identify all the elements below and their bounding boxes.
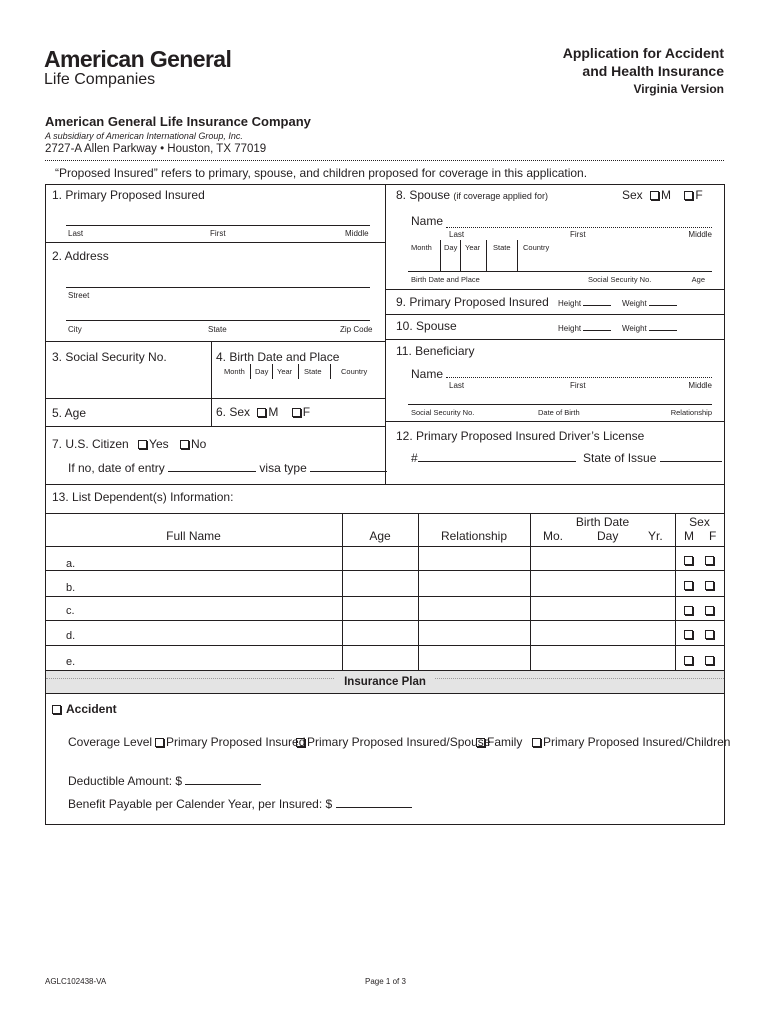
dep-d-f-checkbox[interactable] <box>705 630 714 639</box>
birth-year-sublabel: Year <box>277 367 293 376</box>
frame-right <box>724 184 725 824</box>
dep-e-m-checkbox[interactable] <box>684 656 693 665</box>
q9-height <box>558 298 611 308</box>
birth-day-sublabel: Day <box>255 367 269 376</box>
dependent-a-sex <box>684 551 716 569</box>
row-divider <box>45 620 724 621</box>
q10-weight <box>622 323 677 333</box>
dependent-c-sex <box>684 601 716 619</box>
beneficiary-details-field[interactable] <box>408 404 712 405</box>
row-divider <box>385 314 724 315</box>
q10-height <box>558 323 611 333</box>
family-checkbox[interactable] <box>476 738 485 747</box>
q10-weight-field[interactable] <box>649 323 677 331</box>
row-divider <box>45 645 724 646</box>
q9-weight-label: Weight <box>622 299 647 308</box>
insurance-plan-title: Insurance Plan <box>335 672 435 692</box>
col-divider <box>342 513 343 670</box>
row-divider <box>45 513 724 514</box>
ben-first-sublabel: First <box>570 381 586 390</box>
proposed-insured-note: “Proposed Insured” refers to primary, spouse, and children proposed for coverage in this application. <box>55 166 588 180</box>
company-address: 2727-A Allen Parkway • Houston, TX 77019 <box>45 143 267 155</box>
children-checkbox[interactable] <box>532 738 541 747</box>
sex-m-checkbox[interactable] <box>257 408 266 417</box>
spouse-checkbox[interactable] <box>296 738 305 747</box>
ben-ssn-sublabel: Social Security No. <box>411 408 475 417</box>
dep-a-m-checkbox[interactable] <box>684 556 693 565</box>
q2-label: 2. Address <box>52 249 109 263</box>
q9-height-label: Height <box>558 299 582 308</box>
row-divider <box>45 596 724 597</box>
dependent-b-sex <box>684 576 716 594</box>
spouse-birth-month: Month <box>411 243 432 252</box>
sex-f-checkbox[interactable] <box>292 408 301 417</box>
license-number-field[interactable] <box>418 452 576 462</box>
beneficiary-name-field[interactable] <box>446 377 712 378</box>
frame-bottom <box>45 824 725 825</box>
birth-country-sublabel: Country <box>341 367 368 376</box>
middle-sublabel: Middle <box>345 229 369 238</box>
visa-type-field[interactable] <box>310 462 387 472</box>
cell-divider <box>486 240 487 272</box>
dep-a-f-checkbox[interactable] <box>705 556 714 565</box>
col-sex-m: M <box>684 529 694 543</box>
citizen-yes-label: Yes <box>149 437 169 451</box>
q10-height-label: Height <box>558 324 582 333</box>
col-day: Day <box>597 529 619 543</box>
opt-family-label: Family <box>487 735 523 749</box>
row-divider <box>45 398 385 399</box>
birth-month-sublabel: Month <box>224 367 245 376</box>
q3-label: 3. Social Security No. <box>52 350 167 364</box>
spouse-sex-f-label: F <box>695 188 703 202</box>
deductible-field[interactable] <box>185 775 261 785</box>
page-number: Page 1 of 3 <box>365 977 406 986</box>
accident-checkbox[interactable] <box>52 705 61 714</box>
col-full-name: Full Name <box>166 529 221 543</box>
row-divider <box>45 546 724 547</box>
q7-text: 7. U.S. Citizen <box>52 437 129 451</box>
entry-date-row <box>68 461 387 475</box>
cell-divider <box>250 364 251 379</box>
zip-sublabel: Zip Code <box>340 325 373 334</box>
spouse-age-sublabel: Age <box>691 275 705 284</box>
visa-type-label: visa type <box>259 461 307 475</box>
cell-divider <box>211 341 212 398</box>
col-age: Age <box>369 529 391 543</box>
q8-text: 8. Spouse <box>396 188 451 202</box>
dep-d-m-checkbox[interactable] <box>684 630 693 639</box>
q7-label <box>52 437 206 451</box>
frame-top-dotted <box>45 160 724 161</box>
beneficiary-name-label: Name <box>411 367 444 381</box>
column-divider <box>385 184 386 484</box>
dep-e-f-checkbox[interactable] <box>705 656 714 665</box>
last-sublabel: Last <box>68 229 84 238</box>
cell-divider <box>460 240 461 272</box>
spouse-name-label: Name <box>411 214 444 228</box>
q10-height-field[interactable] <box>583 323 611 331</box>
table-row: e. <box>66 656 76 668</box>
dep-c-m-checkbox[interactable] <box>684 606 693 615</box>
citizen-no-checkbox[interactable] <box>180 440 189 449</box>
q8-note: (if coverage applied for) <box>453 191 548 201</box>
q13-label: 13. List Dependent(s) Information: <box>52 490 234 504</box>
q10-label: 10. Spouse <box>396 319 457 333</box>
birth-state-sublabel: State <box>304 367 322 376</box>
dependent-e-sex <box>684 651 716 669</box>
table-row: a. <box>66 558 76 570</box>
q9-height-field[interactable] <box>583 298 611 306</box>
ben-middle-sublabel: Middle <box>688 381 712 390</box>
spouse-sex-m-checkbox[interactable] <box>650 191 659 200</box>
opt-primary-label: Primary Proposed Insured <box>166 735 306 749</box>
coverage-opt-children <box>532 735 730 749</box>
spouse-sex-label: Sex <box>622 188 643 202</box>
opt-children-label: Primary Proposed Insured/Children <box>543 735 731 749</box>
row-divider <box>385 421 724 422</box>
q9-weight <box>622 298 677 308</box>
entry-date-label: If no, date of entry <box>68 461 165 475</box>
spouse-last-sublabel: Last <box>449 230 465 239</box>
license-hash: # <box>411 451 418 465</box>
citizen-no-label: No <box>190 437 207 451</box>
coverage-opt-family <box>476 735 522 749</box>
spouse-birth-day: Day <box>444 243 458 252</box>
sex-f-label: F <box>302 405 311 419</box>
ben-last-sublabel: Last <box>449 381 465 390</box>
q6-label <box>216 405 310 419</box>
street-field[interactable] <box>66 287 370 288</box>
row-divider <box>385 339 724 340</box>
sex-m-label: M <box>268 405 279 419</box>
primary-checkbox[interactable] <box>155 738 164 747</box>
accident-label: Accident <box>66 702 117 716</box>
state-sublabel: State <box>208 325 227 334</box>
accident-option <box>52 702 117 716</box>
table-row: d. <box>66 630 76 642</box>
col-divider <box>675 513 676 670</box>
spouse-sex-f-checkbox[interactable] <box>684 191 693 200</box>
col-sex-f: F <box>709 529 717 543</box>
spouse-ssn-sublabel: Social Security No. <box>588 275 652 284</box>
q1-label: 1. Primary Proposed Insured <box>52 188 205 202</box>
col-divider <box>418 513 419 670</box>
spouse-birth-state: State <box>493 243 511 252</box>
dep-c-f-checkbox[interactable] <box>705 606 714 615</box>
row-divider <box>45 484 724 485</box>
table-row: b. <box>66 582 76 594</box>
state-issue-label: State of Issue <box>583 451 657 465</box>
dep-b-m-checkbox[interactable] <box>684 581 693 590</box>
row-divider <box>45 242 385 243</box>
spouse-sex-m-label: M <box>661 188 672 202</box>
entry-date-field[interactable] <box>168 462 256 472</box>
spouse-birth-country: Country <box>523 243 550 252</box>
spouse-birth-ssn-age-field[interactable] <box>408 271 712 272</box>
row-divider <box>45 426 385 427</box>
q12-label: 12. Primary Proposed Insured Driver’s License <box>396 429 645 443</box>
col-yr: Yr. <box>648 529 663 543</box>
ben-relationship-sublabel: Relationship <box>670 408 712 417</box>
col-sex: Sex <box>689 515 710 529</box>
coverage-opt-primary <box>155 735 305 749</box>
cell-divider <box>272 364 273 379</box>
col-mo: Mo. <box>543 529 564 543</box>
q8-label <box>396 188 548 202</box>
spouse-sex <box>622 188 703 202</box>
benefit-row <box>68 797 412 811</box>
q11-label: 11. Beneficiary <box>396 344 475 358</box>
primary-insured-name-field[interactable] <box>66 225 370 226</box>
cell-divider <box>298 364 299 379</box>
coverage-opt-spouse <box>296 735 490 749</box>
q9-label: 9. Primary Proposed Insured <box>396 295 549 309</box>
opt-spouse-label: Primary Proposed Insured/Spouse <box>307 735 491 749</box>
subsidiary-note: A subsidiary of American International Group, Inc. <box>45 131 243 141</box>
cell-divider <box>440 240 441 272</box>
q6-text: 6. Sex <box>216 405 251 419</box>
spouse-middle-sublabel: Middle <box>688 230 712 239</box>
street-sublabel: Street <box>68 291 90 300</box>
spouse-first-sublabel: First <box>570 230 586 239</box>
col-relationship: Relationship <box>440 529 508 543</box>
form-title-line2: and Health Insurance <box>582 63 724 79</box>
ben-dob-sublabel: Date of Birth <box>538 408 580 417</box>
row-divider <box>45 341 385 342</box>
deductible-label: Deductible Amount: $ <box>68 774 183 788</box>
spouse-birth-year: Year <box>465 243 481 252</box>
q4-label: 4. Birth Date and Place <box>216 350 340 364</box>
spouse-name-field[interactable] <box>446 227 712 228</box>
q5-label: 5. Age <box>52 406 87 420</box>
first-sublabel: First <box>210 229 226 238</box>
dependent-d-sex <box>684 625 716 643</box>
col-birth-date: Birth Date <box>575 515 630 529</box>
dep-b-f-checkbox[interactable] <box>705 581 714 590</box>
row-divider <box>45 570 724 571</box>
coverage-level-label: Coverage Level <box>68 735 153 749</box>
city-state-zip-field[interactable] <box>66 320 370 321</box>
company-name: American General Life Insurance Company <box>45 114 311 129</box>
cell-divider <box>211 398 212 426</box>
benefit-label: Benefit Payable per Calender Year, per Insured: $ <box>68 797 333 811</box>
form-version: Virginia Version <box>633 82 724 96</box>
q10-weight-label: Weight <box>622 324 647 333</box>
q9-weight-field[interactable] <box>649 298 677 306</box>
form-title-line1: Application for Accident <box>562 45 724 61</box>
form-code: AGLC102438-VA <box>45 977 107 986</box>
brand-name: American General <box>44 46 232 72</box>
brand-sub: Life Companies <box>44 71 156 88</box>
citizen-yes-checkbox[interactable] <box>138 440 147 449</box>
license-row <box>411 451 722 465</box>
birth-place-sublabel: Birth Date and Place <box>411 275 480 284</box>
deductible-row <box>68 774 261 788</box>
col-divider <box>530 513 531 670</box>
cell-divider <box>517 240 518 272</box>
state-issue-field[interactable] <box>660 452 722 462</box>
cell-divider <box>330 364 331 379</box>
city-sublabel: City <box>68 325 82 334</box>
row-divider <box>385 289 724 290</box>
frame-left <box>45 184 46 824</box>
benefit-field[interactable] <box>336 798 412 808</box>
table-row: c. <box>66 605 75 617</box>
